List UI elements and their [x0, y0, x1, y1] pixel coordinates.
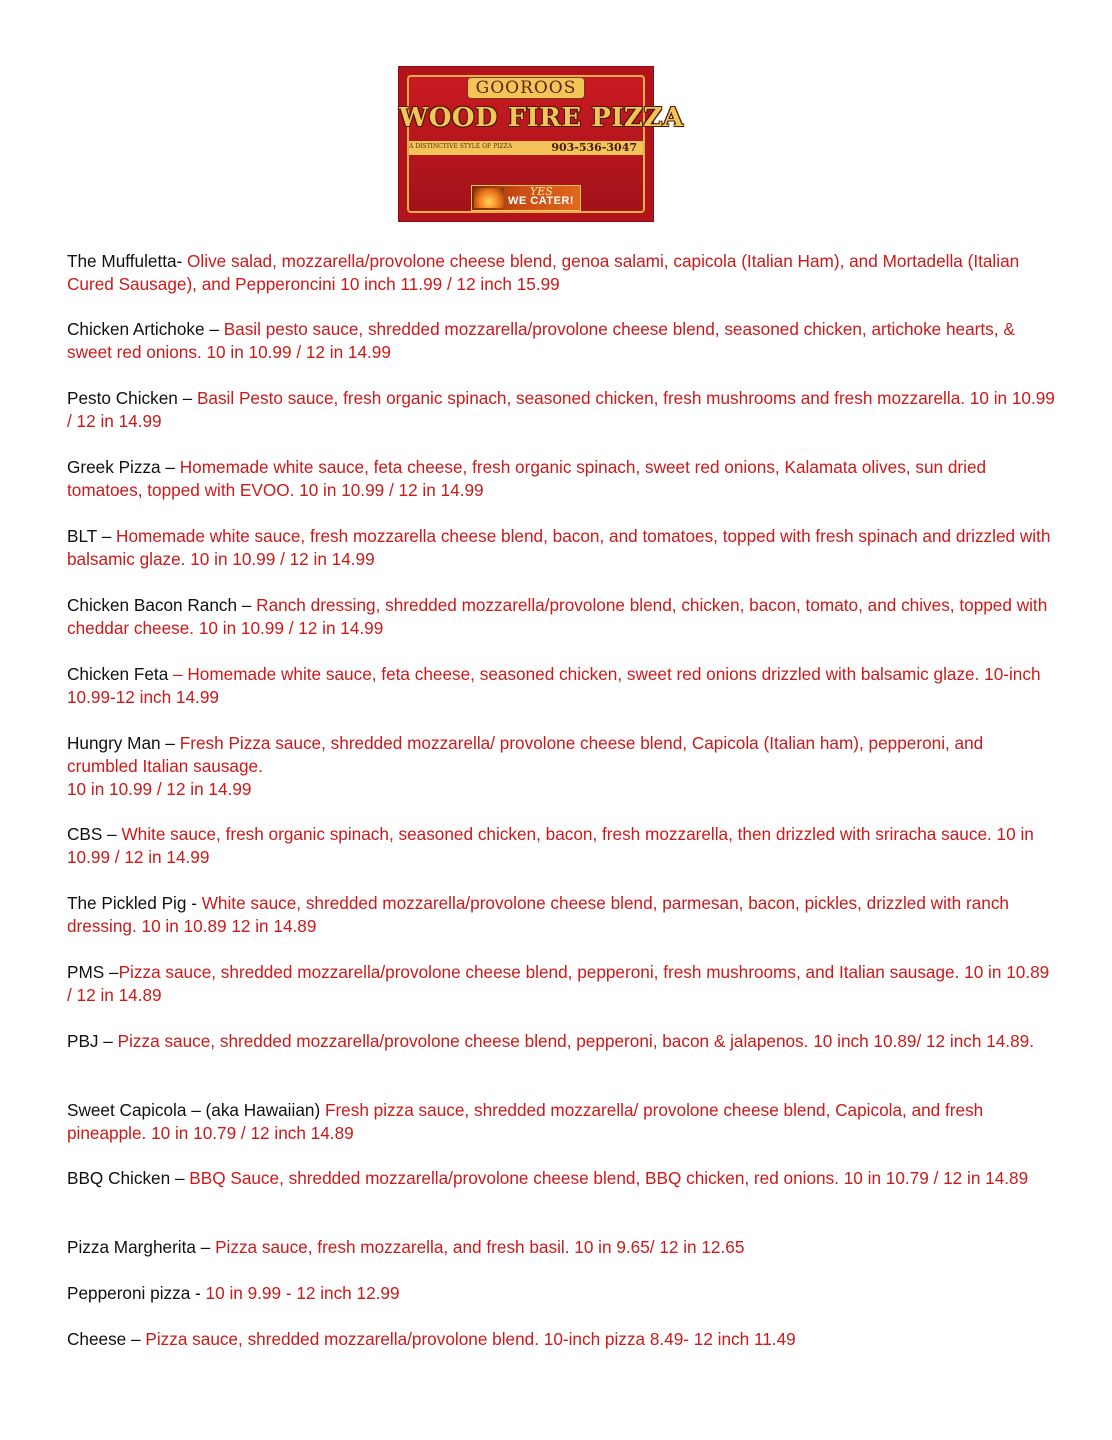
menu-item-name: BLT – [67, 526, 117, 546]
menu-item-blt [67, 525, 1057, 571]
menu-item-chicken-feta [67, 663, 1057, 709]
menu-item-desc: White sauce, fresh organic spinach, seasoned chicken, bacon, fresh mozzarella, then drizzled with sriracha sauce. 10 in 10.99 / 12 in 14.99 [67, 824, 1034, 867]
menu-item-desc: 10 in 9.99 - 12 inch 12.99 [205, 1283, 400, 1303]
menu-item-name: Sweet Capicola – (aka Hawaiian) [67, 1100, 325, 1120]
logo-cater-yes: YES [530, 185, 553, 198]
menu-item-desc: Olive salad, mozzarella/provolone cheese blend, genoa salami, capicola (Italian Ham), and Mortadella (Italian Cured Sausage), and Pepperoncini 10 inch 11.99 / 12 inch 15.99 [67, 251, 1020, 294]
menu-item-name: Chicken Bacon Ranch – [67, 595, 257, 615]
logo-main-text: WOOD FIRE PIZZA [399, 103, 684, 133]
menu-item-desc: Homemade white sauce, feta cheese, fresh organic spinach, sweet red onions, Kalamata olives, sun dried tomatoes, topped with EVOO. 10 in 10.99 / 12 in 14.99 [67, 457, 987, 500]
menu-item-desc: Homemade white sauce, fresh mozzarella cheese blend, bacon, and tomatoes, topped with fresh spinach and drizzled with balsamic glaze. 10 in 10.99 / 12 in 14.99 [67, 526, 1051, 569]
menu-item-name: Chicken Feta [67, 664, 169, 684]
menu-item-name: BBQ Chicken – [67, 1168, 190, 1188]
menu-item-desc: Pizza sauce, shredded mozzarella/provolone cheese blend, pepperoni, fresh mushrooms, and Italian sausage. 10 in 10.89 / 12 in 14.89 [67, 962, 1050, 1005]
menu-item-pbj [67, 1030, 1057, 1053]
menu-item-hungry-man [67, 732, 1057, 801]
menu-item-name: Hungry Man – [67, 733, 180, 753]
menu-item-name: The Muffuletta- [67, 251, 183, 271]
menu-item-pms [67, 961, 1057, 1007]
menu-item-name: Pesto Chicken – [67, 388, 197, 408]
menu-item-cheese [67, 1328, 1057, 1351]
logo-cater-badge [471, 185, 581, 211]
menu-item-desc: Ranch dressing, shredded mozzarella/provolone blend, chicken, bacon, tomato, and chives, topped with cheddar cheese. 10 in 10.99 / 12 in 14.99 [67, 595, 1048, 638]
menu-item-name: Cheese – [67, 1329, 146, 1349]
menu-item-name: The Pickled Pig - [67, 893, 202, 913]
menu-item-bbq-chicken [67, 1167, 1057, 1190]
logo [398, 66, 684, 222]
menu-item-desc: White sauce, shredded mozzarella/provolone cheese blend, parmesan, bacon, pickles, drizzled with ranch dressing. 10 in 10.89 12 in 14.89 [67, 893, 1009, 936]
menu-item-muffuletta [67, 250, 1057, 296]
menu-item-name: PBJ – [67, 1031, 118, 1051]
logo-cater-text: WE CATER! [508, 195, 575, 207]
menu-item-name: PMS – [67, 962, 119, 982]
menu-item-price: 10 in 10.99 / 12 in 14.99 [67, 779, 252, 799]
menu-item-sweet-capicola [67, 1099, 1057, 1145]
menu-item-desc: Basil Pesto sauce, fresh organic spinach, seasoned chicken, fresh mushrooms and fresh mozzarella. 10 in 10.99 / 12 in 14.99 [67, 388, 1055, 431]
logo-phone: 903-536-3047 [551, 141, 637, 154]
menu-item-desc: Fresh Pizza sauce, shredded mozzarella/ provolone cheese blend, Capicola (Italian ham), pepperoni, and crumbled Italian sausage. [67, 733, 984, 776]
menu-item-greek-pizza [67, 456, 1057, 502]
menu-item-desc: Pizza sauce, shredded mozzarella/provolone cheese blend, pepperoni, bacon & jalapenos. 10 inch 10.89/ 12 inch 14.89. [117, 1031, 1034, 1051]
menu-item-chicken-artichoke [67, 318, 1057, 364]
menu-item-pickled-pig [67, 892, 1057, 938]
menu-item-pesto-chicken [67, 387, 1057, 433]
logo-top-text: GOOROOS [399, 77, 653, 99]
menu-item-name: CBS – [67, 824, 122, 844]
menu-item-desc: Pizza sauce, shredded mozzarella/provolone blend. 10-inch pizza 8.49- 12 inch 11.49 [145, 1329, 796, 1349]
menu-item-desc: Pizza sauce, fresh mozzarella, and fresh basil. 10 in 9.65/ 12 in 12.65 [215, 1237, 745, 1257]
menu-item-desc: – Homemade white sauce, feta cheese, seasoned chicken, sweet red onions drizzled with balsamic glaze. 10-inch 10.99-12 inch 14.99 [67, 664, 1041, 707]
menu-item-name: Greek Pizza – [67, 457, 180, 477]
menu-item-cbs [67, 823, 1057, 869]
menu-item-name: Pepperoni pizza - [67, 1283, 206, 1303]
menu-item-name: Chicken Artichoke – [67, 319, 224, 339]
logo-tagline: A DISTINCTIVE STYLE OF PIZZA [409, 143, 513, 150]
flame-icon [474, 188, 504, 208]
menu-item-pepperoni-pizza [67, 1282, 1057, 1305]
menu-item-pizza-margherita [67, 1236, 1057, 1259]
menu-item-desc: Fresh pizza sauce, shredded mozzarella/ provolone cheese blend, Capicola, and fresh pineapple. 10 in 10.79 / 12 inch 14.89 [67, 1100, 984, 1143]
menu-item-desc: BBQ Sauce, shredded mozzarella/provolone cheese blend, BBQ chicken, red onions. 10 in 10.79 / 12 in 14.89 [189, 1168, 1029, 1188]
menu-item-name: Pizza Margherita – [67, 1237, 216, 1257]
menu-item-chicken-bacon-ranch [67, 594, 1057, 640]
menu-item-desc: Basil pesto sauce, shredded mozzarella/provolone cheese blend, seasoned chicken, artichoke hearts, & sweet red onions. 10 in 10.99 / 12 in 14.99 [67, 319, 1015, 362]
